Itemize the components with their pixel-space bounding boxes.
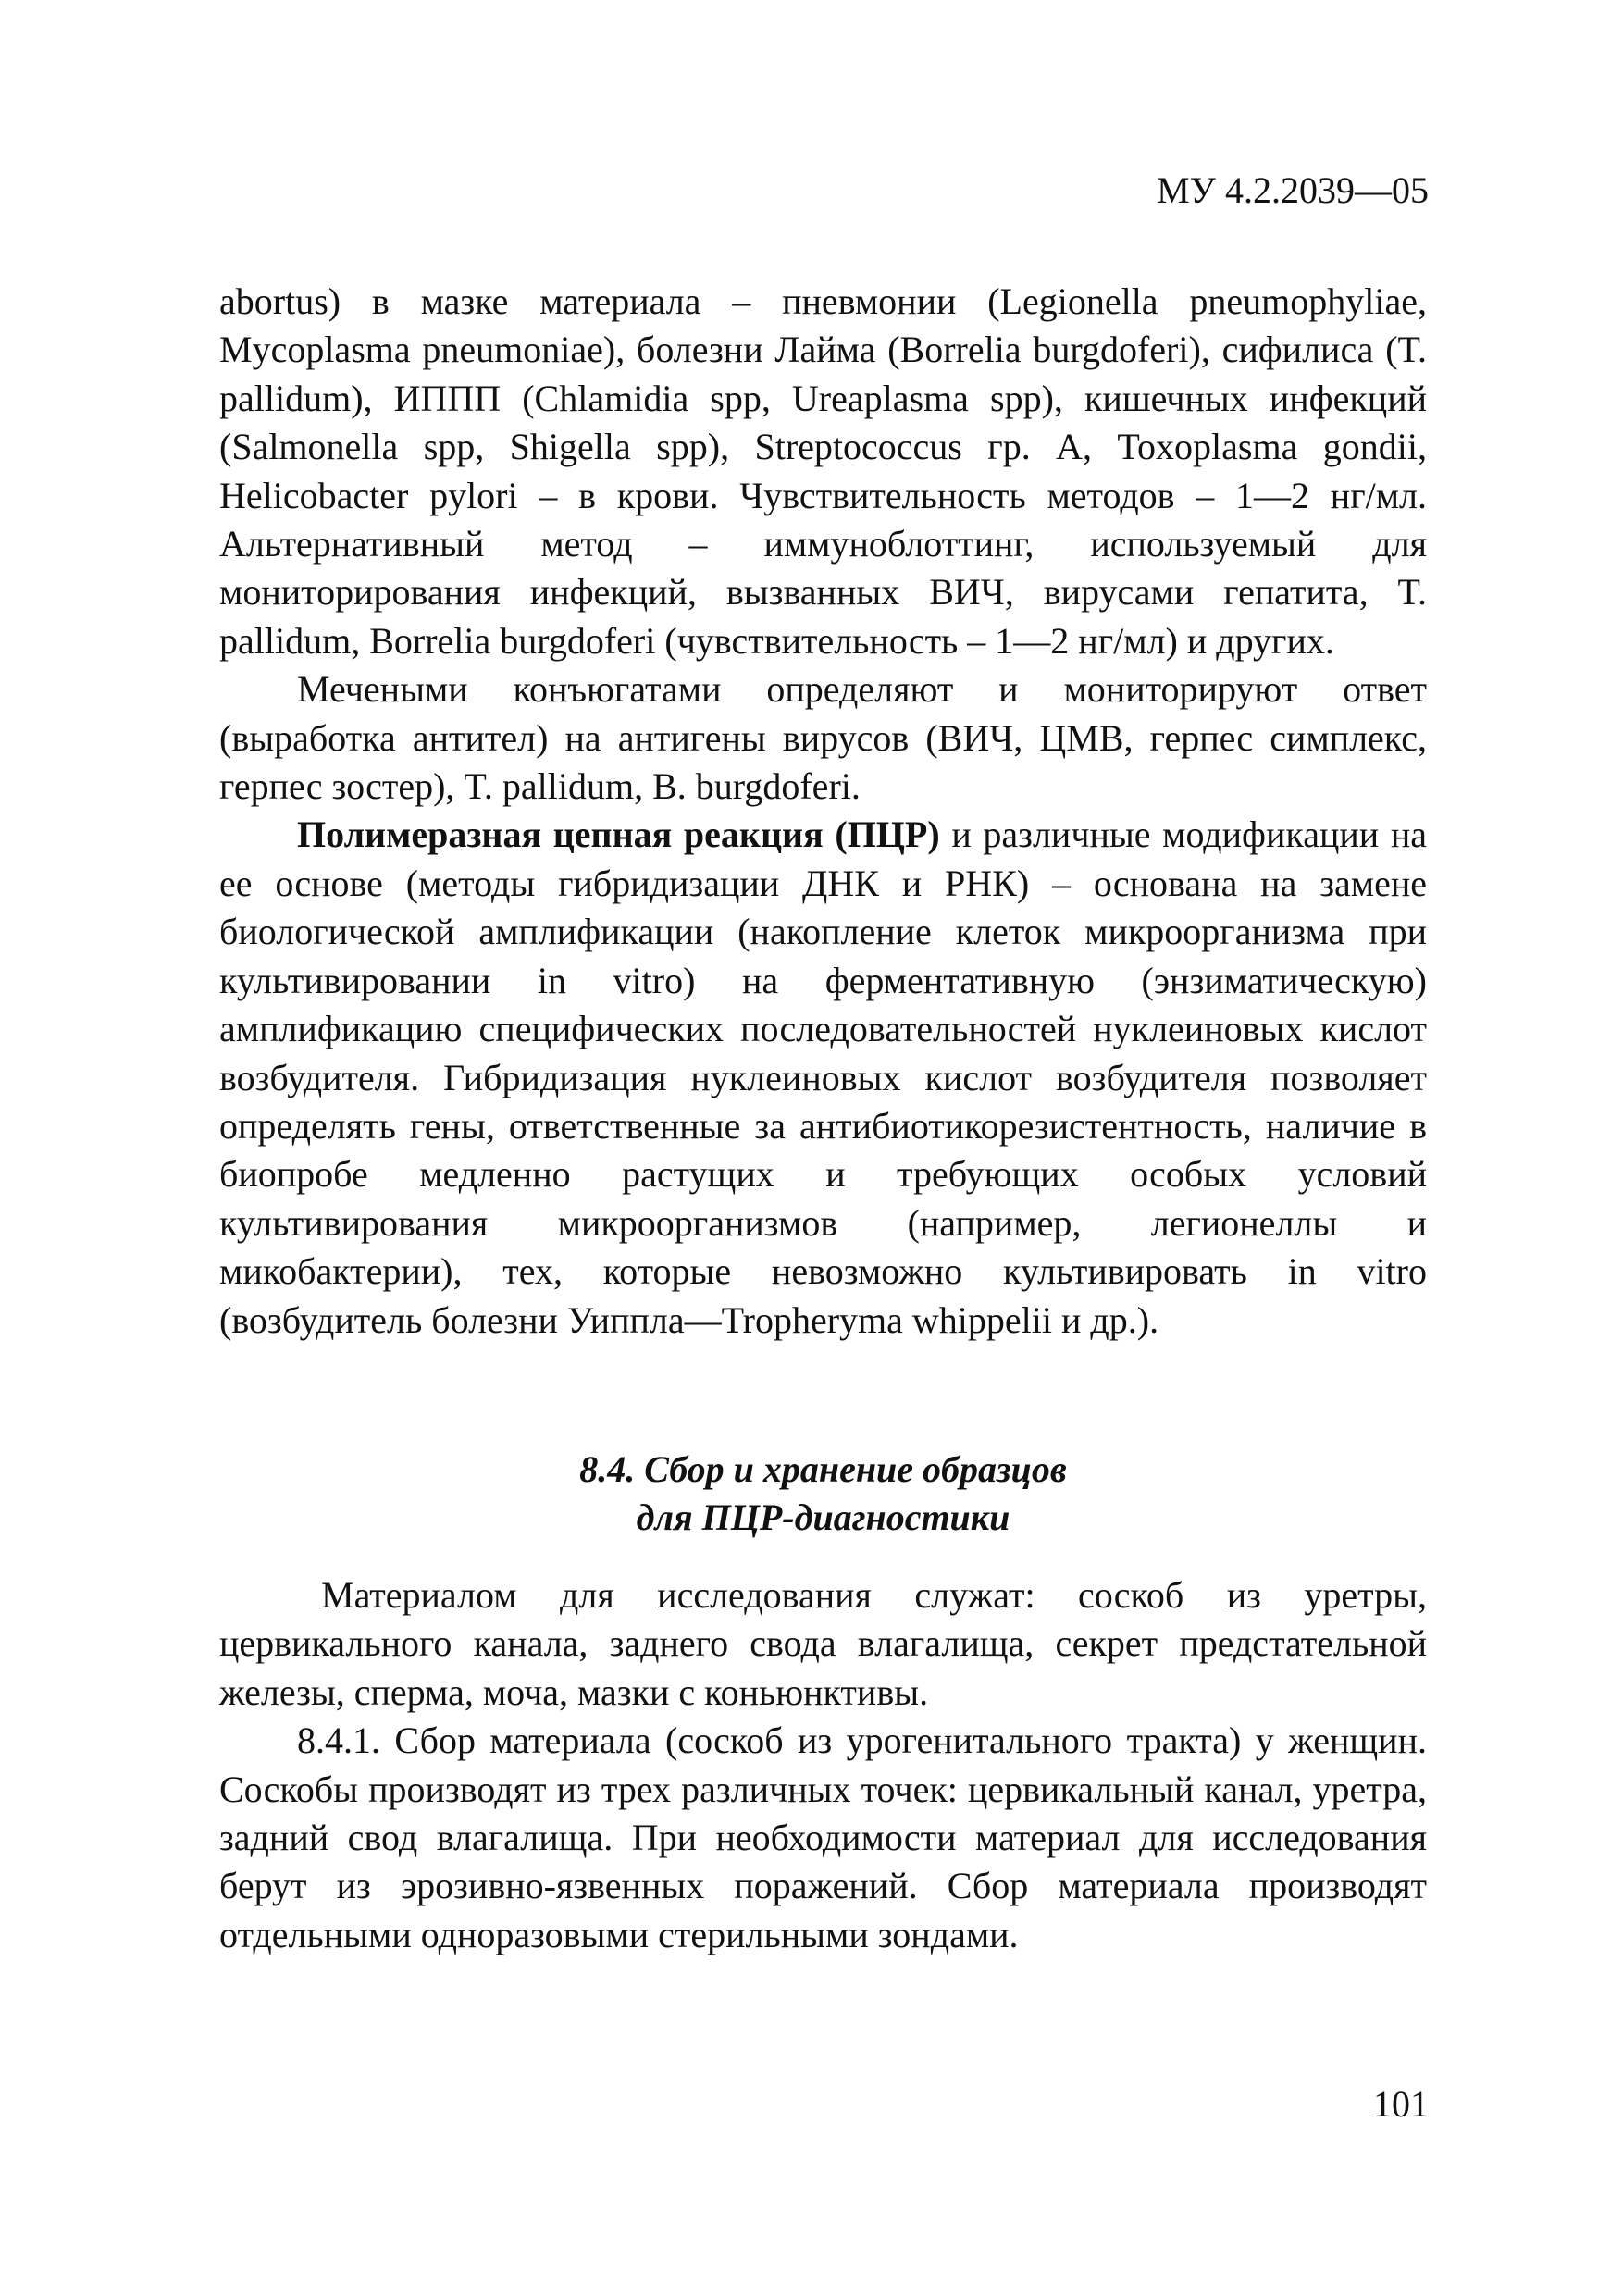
section-text bbox=[219, 1571, 1427, 1959]
page-number: 101 bbox=[1373, 2083, 1429, 2125]
paragraph-3-bold-lead: Полимеразная цепная реакция (ПЦР) bbox=[297, 813, 940, 856]
section-heading bbox=[219, 1446, 1427, 1542]
paragraph-2: Мечеными конъюгатами определяют и мониторируют ответ (выработка антител) на антигены вирусов (ВИЧ, ЦМВ, герпес симплекс, герпес зостер), T. pallidum, B. burgdoferi. bbox=[219, 668, 1427, 808]
body-text bbox=[219, 278, 1427, 1345]
section-heading-line-1: 8.4. Сбор и хранение образцов bbox=[579, 1448, 1067, 1490]
running-header: МУ 4.2.2039—05 bbox=[1157, 169, 1429, 211]
section-paragraph-2: 8.4.1. Сбор материала (соскоб из урогенитального тракта) у женщин. Соскобы производят из трех различных точек: цервикальный канал, уретра, задний свод влагалища. При необходимости материал для исследования берут из эрозивно-язвенных поражений. Сбор материала производят отдельными одноразовыми стерильными зондами. bbox=[219, 1719, 1427, 1955]
section-heading-line-2: для ПЦР-диагностики bbox=[636, 1496, 1010, 1538]
paragraph-1: abortus) в мазке материала – пневмонии (Legionella pneumophyliae, Mycoplasma pneumoniae), болезни Лайма (Borrelia burgdoferi), сифилиса (T. pallidum), ИППП (Chlamidia spp, Ureaplasma spp), кишечных инфекций (Salmonella spp, Shigella spp), Streptococcus гр. А, Toxoplasma gondii, Helicobacter pylori – в крови. Чувствительность методов – 1—2 нг/мл. Альтернативный метод – иммуноблоттинг, используемый для мониторирования инфекций, вызванных ВИЧ, вирусами гепатита, T. pallidum, Borrelia burgdoferi (чувствительность – 1—2 нг/мл) и других. bbox=[219, 280, 1427, 662]
paragraph-3-rest: и различные модификации на ее основе (методы гибридизации ДНК и РНК) – основана на замене биологической амплификации (накопление клеток микроорганизма при культивировании in vitro) на ферментативную (энзиматическую) амплификацию специфических последовательностей нуклеиновых кислот возбудителя. Гибридизация нуклеиновых кислот возбудителя позволяет определять гены, ответственные за антибиотикорезистентность, наличие в биопробе медленно растущих и требующих особых условий культивирования микроорганизмов (например, легионеллы и микобактерии), тех, которые невозможно культивировать in vitro (возбудитель болезни Уиппла—Tropheryma whippelii и др.). bbox=[219, 813, 1428, 1341]
paragraph-3 bbox=[219, 811, 1427, 1344]
section-paragraph-1: Материалом для исследования служат: соскоб из уретры, цервикального канала, заднего свода влагалища, секрет предстательной железы, сперма, моча, мазки с коньюнктивы. bbox=[219, 1574, 1427, 1713]
